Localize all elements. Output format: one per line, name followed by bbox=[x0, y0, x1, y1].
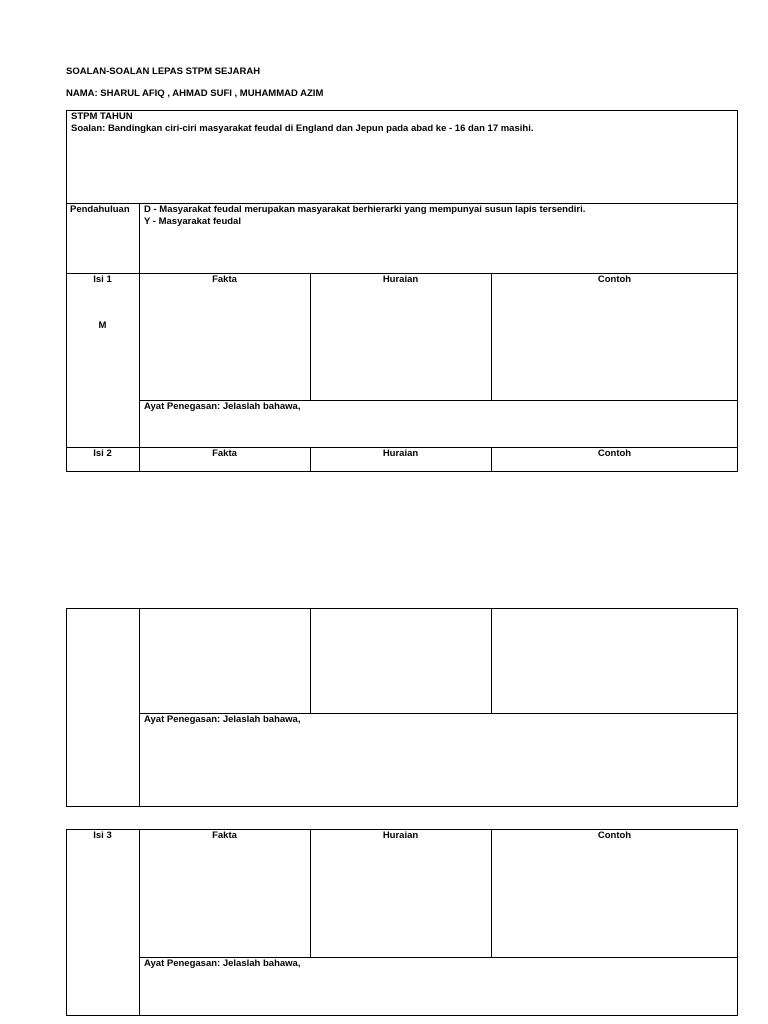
answer-table-isi3 bbox=[66, 829, 738, 1016]
isi3-ayat-penegasan: Ayat Penegasan: Jelaslah bahawa, bbox=[144, 958, 301, 969]
student-names: NAMA: SHARUL AFIQ , AHMAD SUFI , MUHAMMAD AZIM bbox=[66, 88, 324, 99]
isi3-label-column-divider bbox=[139, 829, 140, 1016]
isi3-huraian-header: Huraian bbox=[382, 830, 419, 841]
isi3-col-divider-1 bbox=[310, 829, 311, 958]
isi2-huraian-header: Huraian bbox=[382, 448, 419, 459]
isi1-huraian-header: Huraian bbox=[382, 274, 419, 285]
isi1-col-divider-1 bbox=[310, 273, 311, 401]
pendahuluan-definition: D - Masyarakat feudal merupakan masyarakat berhierarki yang mempunyai susun lapis tersendiri. bbox=[144, 204, 586, 215]
document-title: SOALAN-SOALAN LEPAS STPM SEJARAH bbox=[66, 66, 261, 77]
isi1-ayat-penegasan: Ayat Penegasan: Jelaslah bahawa, bbox=[144, 401, 301, 412]
isi1-fakta-header: Fakta bbox=[212, 274, 237, 285]
isi3-col-divider-2 bbox=[491, 829, 492, 958]
isi2-label-column-divider bbox=[139, 608, 140, 807]
question-text: Soalan: Bandingkan ciri-ciri masyarakat feudal di England dan Jepun pada abad ke - 16 dan 17 masihi. bbox=[71, 123, 534, 134]
isi2-label: Isi 2 bbox=[93, 448, 112, 459]
pendahuluan-label: Pendahuluan bbox=[70, 204, 130, 215]
answer-table-isi2-continued bbox=[66, 608, 738, 807]
isi3-contoh-header: Contoh bbox=[597, 830, 632, 841]
isi1-col-divider-2 bbox=[491, 273, 492, 401]
isi2-cont-col-divider-2 bbox=[491, 608, 492, 714]
isi2-ayat-penegasan: Ayat Penegasan: Jelaslah bahawa, bbox=[144, 714, 301, 725]
isi2-contoh-header: Contoh bbox=[597, 448, 632, 459]
isi3-label: Isi 3 bbox=[93, 830, 112, 841]
answer-table-top bbox=[66, 110, 738, 472]
stpm-year-label: STPM TAHUN bbox=[71, 111, 133, 122]
isi1-label: Isi 1 bbox=[93, 274, 112, 285]
label-column-divider bbox=[139, 203, 140, 472]
pendahuluan-scope: Y - Masyarakat feudal bbox=[144, 216, 241, 227]
isi2-fakta-header: Fakta bbox=[212, 448, 237, 459]
isi3-fakta-header: Fakta bbox=[212, 830, 237, 841]
isi1-contoh-header: Contoh bbox=[597, 274, 632, 285]
isi2-cont-col-divider-1 bbox=[310, 608, 311, 714]
isi1-marker: M bbox=[98, 320, 107, 331]
